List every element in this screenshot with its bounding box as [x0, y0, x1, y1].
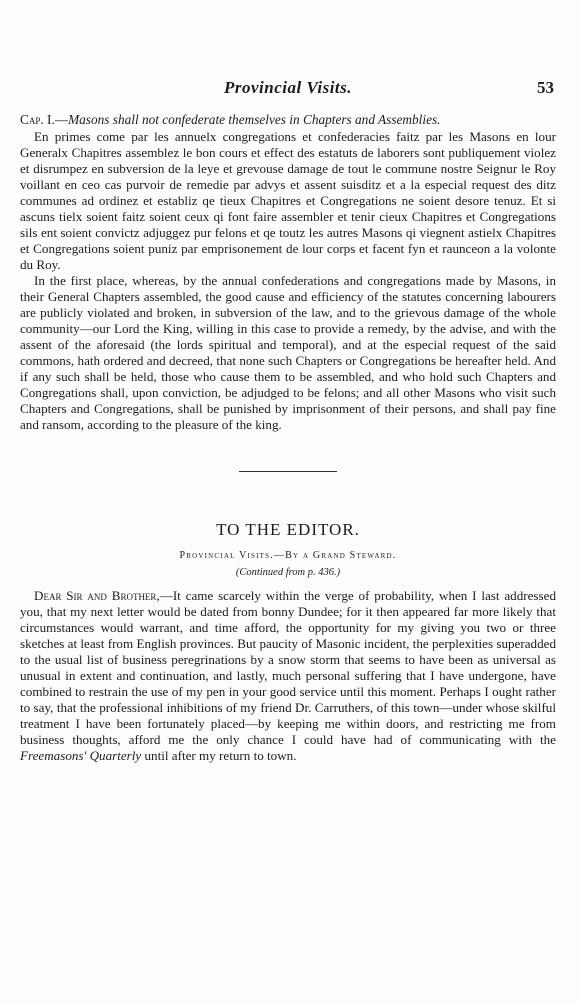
continued-note: (Continued from p. 436.) — [235, 567, 341, 578]
norman-french-paragraph: En primes come par les annuelx congregations et confederacies faitz par les Masons en lour Generalx Chapitres assemblez le bon cours et effect des estatuts de laborers sont publiquement violez et disrumpez en subversion de la leye et grevouse damage de tout le commune nostre Seignur le Roy voillant en ceo cas purvoir de remedie par advys et assent suisditz et a la especial request des ditz communes ad ordinez et establiz qe tieux Chapitres et Congregations ne soient desore tenuz. Et si ascuns tielx soient faitz soient ceux qi font faire assembler et tenir cieux Chapitres et Congregations sils ent soient convictz adjuggez pur felons et qe toutz les autres Masons qi viegnent astielx Chapitres et Congregations soient puniz par emprisonement de lour corps et facent fyn et raunceon a la volonte du Roy. — [20, 129, 556, 272]
chapter-dash: — — [54, 112, 69, 127]
english-translation-paragraph: In the first place, whereas, by the annual confederations and congregations made by Masons, in their General Chapters assembled, the good cause and efficiency of the statutes concerning labourers are publicly violated and broken, in subversion of the law, and to the grievous damage of the whole community—our Lord the King, willing in this case to provide a remedy, by the advise, and with the assent of the aforesaid (the lords spiritual and temporal), and at the especial request of the said commons, hath ordered and decreed, that none such Chapters or Congregations be hereafter held. And if any such shall be held, those who cause them to be assembled, and who hold such Chapters and Congregations shall, upon conviction, be adjudged to be felons; and all other Masons who visit such Chapters and Congregations, shall be punished by imprisonment of their persons, and shall pay fine and ransom, according to the pleasure of the king. — [20, 273, 556, 432]
letter-body-part1: —It came scarcely within the verge of probability, when I last addressed you, that my next letter would be dated from bonny Dundee; for it then appeared far more likely that circumstances would warrant, and time afford, the opportunity for my giving you two or three sketches at least from English provinces. But paucity of Masonic incident, the perplexities superadded to the usual list of business peregrinations by a snow storm that seems to have been as universal as unusual in extent and continuation, and lastly, much personal suffering that I have undergone, have combined to restrain the use of my pen in your good service until this moment. Perhaps I ought rather to say, that the professional inhibitions of my friend Dr. Carruthers, of this town—under whose skilful treatment I have been fortunately placed—by keeping me within doors, and restricting me from business thoughts, afford me the only chance I could have had of communicating with the — [20, 588, 556, 747]
chapter-label: Cap. I. — [20, 112, 55, 127]
letter-salutation: Dear Sir and Brother, — [34, 588, 160, 603]
publication-title: Freemasons' Quarterly — [20, 748, 142, 763]
chapter-heading — [20, 112, 556, 128]
letter-heading: TO THE EDITOR. — [216, 520, 360, 539]
letter-body-part2: until after my return to town. — [141, 748, 297, 763]
chapter-title: Masons shall not confederate themselves in Chapters and Assemblies. — [68, 112, 441, 127]
letter-body-paragraph — [20, 588, 556, 764]
running-title: Provincial Visits. — [223, 78, 353, 97]
page-header — [20, 78, 556, 106]
section-divider — [239, 471, 337, 472]
letter-subtitle: Provincial Visits.—By a Grand Steward. — [179, 550, 397, 561]
document-page — [20, 78, 556, 764]
page-number: 53 — [537, 78, 554, 97]
